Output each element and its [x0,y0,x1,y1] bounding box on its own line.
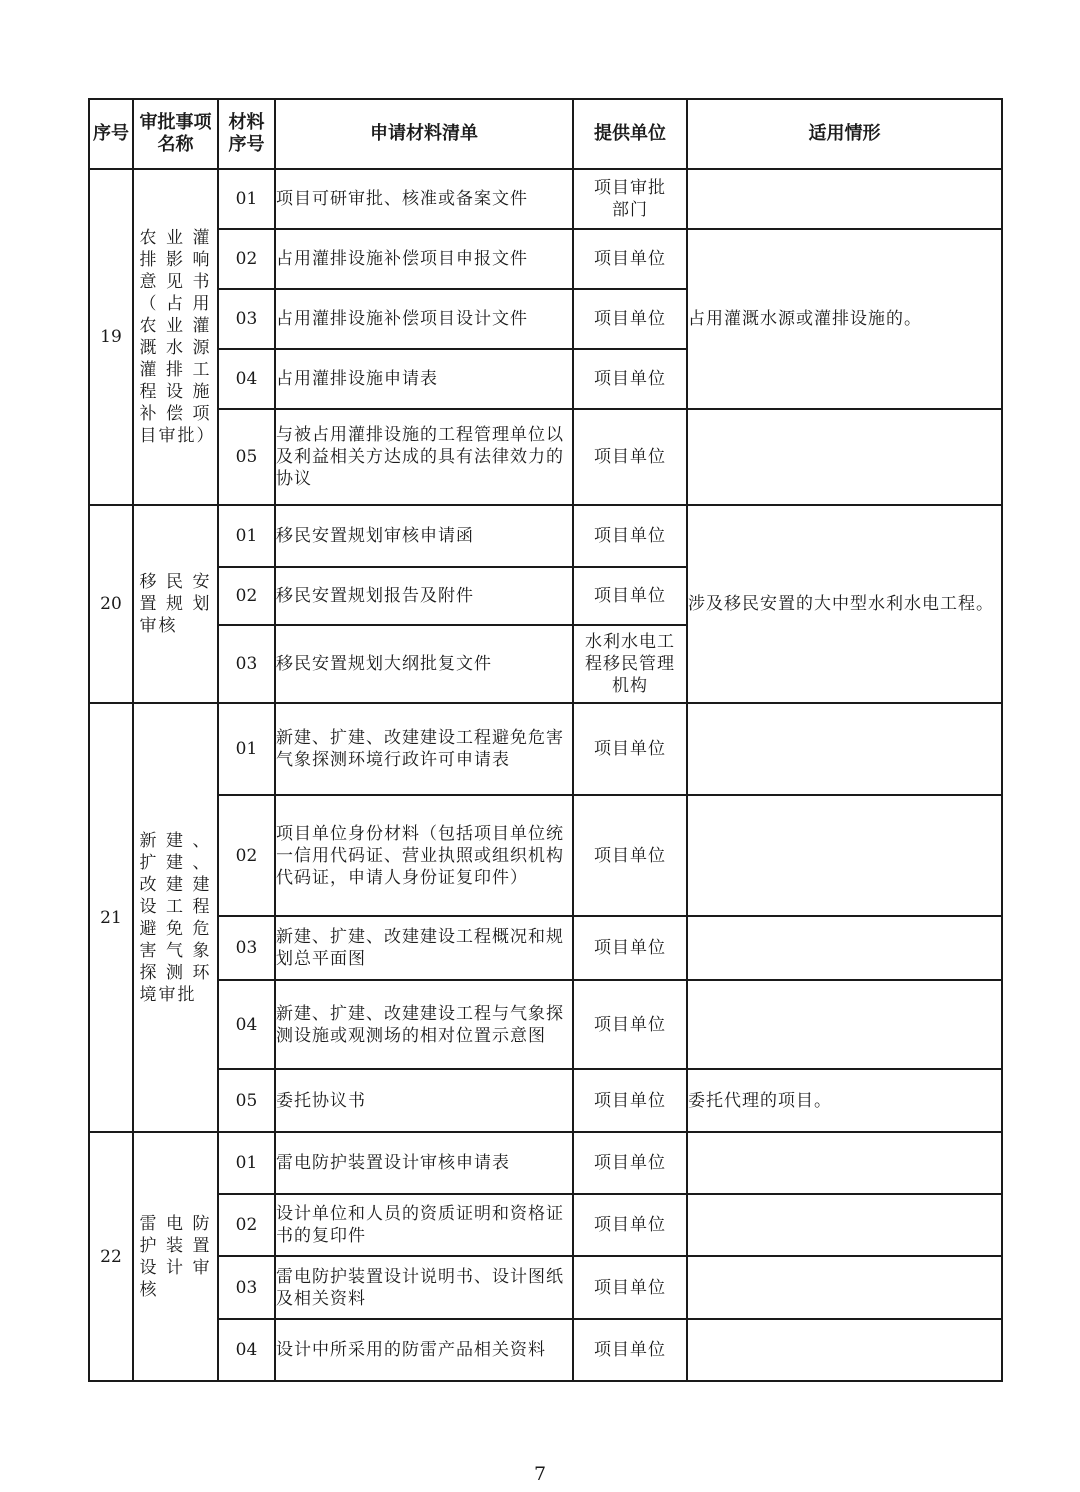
material-name: 占用灌排设施申请表 [275,349,573,409]
provider: 项目单位 [573,980,687,1069]
provider: 项目单位 [573,289,687,349]
material-no: 05 [218,1069,275,1132]
table-row [89,795,1002,916]
table-row [89,1069,1002,1132]
material-no: 01 [218,703,275,795]
provider: 项目单位 [573,1069,687,1132]
situation [687,980,1002,1069]
material-no: 04 [218,1319,275,1381]
situation [687,169,1002,229]
item-name: 雷电防护装置设计审核 [133,1132,218,1381]
provider: 项目审批部门 [573,169,687,229]
table-row [89,1194,1002,1256]
group-index: 21 [89,703,133,1132]
material-no: 03 [218,916,275,980]
material-name: 移民安置规划审核申请函 [275,505,573,567]
situation [687,1132,1002,1194]
header-material-list: 申请材料清单 [275,99,573,169]
material-name: 移民安置规划大纲批复文件 [275,625,573,703]
provider: 项目单位 [573,1194,687,1256]
material-name: 占用灌排设施补偿项目设计文件 [275,289,573,349]
approval-materials-table [88,98,1003,1382]
header-row [89,99,1002,169]
material-no: 01 [218,169,275,229]
material-name: 项目可研审批、核准或备案文件 [275,169,573,229]
header-material-no: 材料序号 [218,99,275,169]
group-index: 20 [89,505,133,703]
table-row [89,1256,1002,1319]
material-name: 设计单位和人员的资质证明和资格证书的复印件 [275,1194,573,1256]
situation [687,409,1002,505]
situation: 涉及移民安置的大中型水利水电工程。 [687,505,1002,703]
table-row [89,229,1002,289]
table-row [89,169,1002,229]
situation [687,1319,1002,1381]
provider: 项目单位 [573,229,687,289]
provider: 项目单位 [573,1256,687,1319]
material-no: 05 [218,409,275,505]
table-row [89,1319,1002,1381]
material-name: 与被占用灌排设施的工程管理单位以及利益相关方达成的具有法律效力的协议 [275,409,573,505]
table-row [89,703,1002,795]
material-name: 委托协议书 [275,1069,573,1132]
material-no: 04 [218,349,275,409]
table-row [89,505,1002,567]
material-no: 02 [218,229,275,289]
table-row [89,1132,1002,1194]
material-no: 03 [218,289,275,349]
material-name: 雷电防护装置设计审核申请表 [275,1132,573,1194]
material-name: 雷电防护装置设计说明书、设计图纸及相关资料 [275,1256,573,1319]
material-no: 02 [218,567,275,625]
material-name: 设计中所采用的防雷产品相关资料 [275,1319,573,1381]
group-index: 22 [89,1132,133,1381]
header-provider: 提供单位 [573,99,687,169]
group-index: 19 [89,169,133,505]
situation [687,703,1002,795]
situation [687,795,1002,916]
provider: 水利水电工程移民管理机构 [573,625,687,703]
material-name: 占用灌排设施补偿项目申报文件 [275,229,573,289]
item-name: 新建、扩建、改建建设工程避免危害气象探测环境审批 [133,703,218,1132]
item-name: 农业灌排影响意见书（占用农业灌溉水源灌排工程设施补偿项目审批） [133,169,218,505]
material-name: 移民安置规划报告及附件 [275,567,573,625]
situation: 委托代理的项目。 [687,1069,1002,1132]
material-name: 项目单位身份材料（包括项目单位统一信用代码证、营业执照或组织机构代码证，申请人身份证复印件） [275,795,573,916]
provider: 项目单位 [573,505,687,567]
provider: 项目单位 [573,916,687,980]
header-item-name: 审批事项名称 [133,99,218,169]
table-row [89,980,1002,1069]
provider: 项目单位 [573,1132,687,1194]
table-row [89,409,1002,505]
table-row [89,916,1002,980]
material-no: 02 [218,1194,275,1256]
material-name: 新建、扩建、改建建设工程与气象探测设施或观测场的相对位置示意图 [275,980,573,1069]
provider: 项目单位 [573,1319,687,1381]
provider: 项目单位 [573,795,687,916]
item-name: 移民安置规划审核 [133,505,218,703]
material-no: 01 [218,1132,275,1194]
situation [687,1194,1002,1256]
provider: 项目单位 [573,349,687,409]
page-number: 7 [533,1463,547,1485]
situation [687,916,1002,980]
situation [687,1256,1002,1319]
material-name: 新建、扩建、改建建设工程概况和规划总平面图 [275,916,573,980]
provider: 项目单位 [573,703,687,795]
provider: 项目单位 [573,567,687,625]
material-no: 03 [218,625,275,703]
header-situation: 适用情形 [687,99,1002,169]
header-index: 序号 [89,99,133,169]
material-no: 01 [218,505,275,567]
material-name: 新建、扩建、改建建设工程避免危害气象探测环境行政许可申请表 [275,703,573,795]
situation: 占用灌溉水源或灌排设施的。 [687,229,1002,409]
material-no: 03 [218,1256,275,1319]
material-no: 04 [218,980,275,1069]
material-no: 02 [218,795,275,916]
provider: 项目单位 [573,409,687,505]
